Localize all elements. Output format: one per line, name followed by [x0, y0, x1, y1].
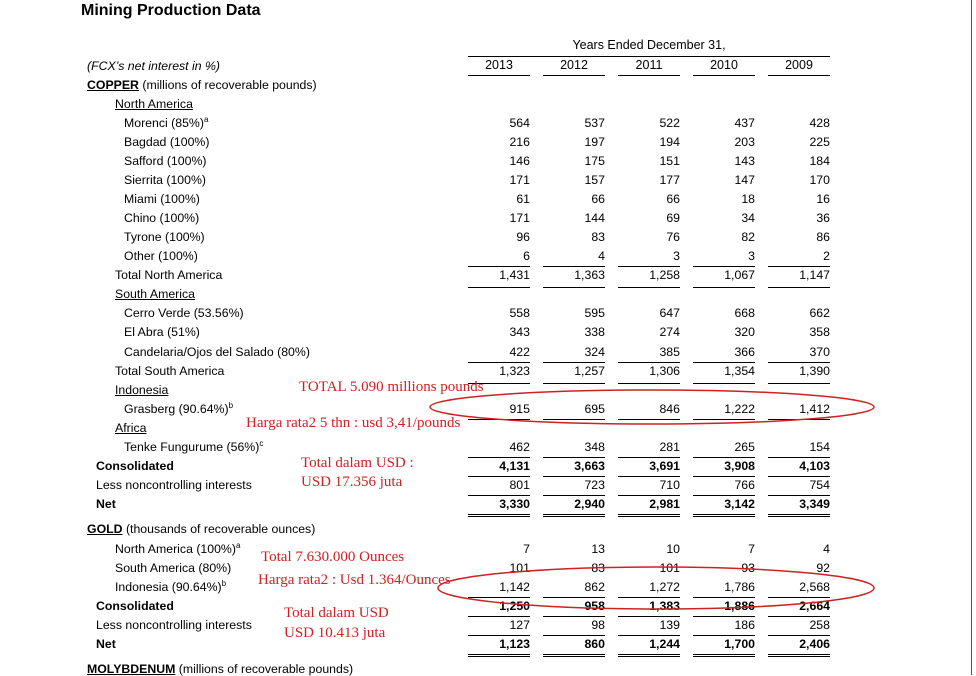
copper-value-cell: 915 — [509, 402, 530, 416]
copper-value-cell: 522 — [659, 116, 680, 130]
copper-total-note: TOTAL 5.090 millions pounds — [299, 379, 484, 395]
copper-price-note: Harga rata2 5 thn : usd 3,41/pounds — [246, 415, 461, 431]
copper-value-cell: 3 — [748, 249, 755, 263]
row-label-text: Total South America — [115, 364, 225, 378]
row-label-text: Cerro Verde (53.56%) — [124, 306, 244, 320]
copper-value-cell: 723 — [584, 478, 605, 492]
row-label-text: Miami (100%) — [124, 192, 200, 206]
row-label-text: Tyrone (100%) — [124, 230, 205, 244]
row-label-text: Safford (100%) — [124, 154, 207, 168]
gold-highlight-oval — [438, 567, 874, 609]
copper-value-cell: 2,981 — [649, 497, 680, 511]
gold-usd-note-2: USD 10.413 juta — [284, 625, 386, 641]
row-label-text: Indonesia (90.64%) — [115, 580, 222, 594]
copper-value-cell: 66 — [666, 192, 680, 206]
copper-value-cell: 358 — [809, 325, 830, 339]
gold-value-cell: 1,272 — [649, 580, 680, 594]
copper-value-cell: 61 — [516, 192, 530, 206]
copper-value-cell: 320 — [734, 325, 755, 339]
row-label-text: Consolidated — [96, 599, 174, 613]
copper-value-cell: 2 — [823, 249, 830, 263]
copper-value-cell: 16 — [816, 192, 830, 206]
row-label-text: Net — [96, 637, 116, 651]
gold-value-cell: 127 — [509, 618, 530, 632]
gold-value-cell: 92 — [816, 561, 830, 575]
copper-unit: (millions of recoverable pounds) — [138, 78, 317, 92]
copper-value-cell: 343 — [509, 325, 530, 339]
copper-value-cell: 2,940 — [574, 497, 605, 511]
gold-value-cell: 958 — [584, 599, 605, 613]
gold-value-cell: 186 — [734, 618, 755, 632]
copper-value-cell: 3,349 — [799, 497, 830, 511]
gold-price-note: Harga rata2 : Usd 1.364/Ounces — [258, 572, 451, 588]
copper-value-cell: 846 — [659, 402, 680, 416]
gold-total-note: Total 7.630.000 Ounces — [261, 549, 405, 565]
copper-value-cell: 147 — [734, 173, 755, 187]
copper-value-cell: 194 — [659, 135, 680, 149]
gold-value-cell: 93 — [741, 561, 755, 575]
gold-value-cell: 1,142 — [499, 580, 530, 594]
copper-value-cell: 18 — [741, 192, 755, 206]
copper-value-cell: 96 — [516, 230, 530, 244]
copper-value-cell: 437 — [734, 116, 755, 130]
copper-value-cell: 3,908 — [724, 459, 755, 473]
copper-value-cell: 1,306 — [649, 364, 680, 378]
row-label-text: El Abra (51%) — [124, 325, 200, 339]
gold-value-cell: 1,700 — [724, 637, 755, 651]
molybdenum-heading-text: MOLYBDENUM — [87, 662, 176, 676]
copper-value-cell: 348 — [584, 440, 605, 454]
gold-value-cell: 7 — [523, 542, 530, 556]
gold-value-cell: 101 — [509, 561, 530, 575]
copper-value-cell: 428 — [809, 116, 830, 130]
copper-value-cell: 4,131 — [499, 459, 530, 473]
gold-value-cell: 258 — [809, 618, 830, 632]
year-header-2011: 2011 — [635, 58, 663, 72]
copper-value-cell: 36 — [816, 211, 830, 225]
copper-value-cell: 86 — [816, 230, 830, 244]
row-label-text: Other (100%) — [124, 249, 198, 263]
indonesia-label: Indonesia — [115, 383, 169, 397]
copper-value-cell: 171 — [509, 173, 530, 187]
copper-value-cell: 1,363 — [574, 268, 605, 282]
copper-value-cell: 695 — [584, 402, 605, 416]
copper-value-cell: 754 — [809, 478, 830, 492]
gold-value-cell: 860 — [584, 637, 605, 651]
copper-value-cell: 3,663 — [574, 459, 605, 473]
copper-value-cell: 801 — [509, 478, 530, 492]
gold-value-cell: 13 — [591, 542, 605, 556]
copper-value-cell: 3,142 — [724, 497, 755, 511]
year-header-2012: 2012 — [560, 58, 588, 72]
copper-value-cell: 370 — [809, 345, 830, 359]
year-header-2009: 2009 — [785, 58, 813, 72]
gold-value-cell: 1,244 — [649, 637, 680, 651]
north-america-label: North America — [115, 97, 193, 111]
gold-value-cell: 98 — [591, 618, 605, 632]
row-label-text: South America (80%) — [115, 561, 232, 575]
row-label-text: North America (100%) — [115, 542, 236, 556]
row-label-text: Sierrita (100%) — [124, 173, 207, 187]
net-interest-label: (FCX’s net interest in %) — [87, 59, 221, 73]
copper-value-cell: 710 — [659, 478, 680, 492]
gold-value-cell: 2,664 — [799, 599, 830, 613]
row-label-text: Less noncontrolling interests — [96, 618, 252, 632]
copper-value-cell: 76 — [666, 230, 680, 244]
copper-value-cell: 385 — [659, 345, 680, 359]
gold-value-cell: 862 — [584, 580, 605, 594]
gold-value-cell: 1,786 — [724, 580, 755, 594]
copper-value-cell: 324 — [584, 345, 605, 359]
copper-value-cell: 1,257 — [574, 364, 605, 378]
molybdenum-unit: (millions of recoverable pounds) — [175, 662, 354, 676]
africa-label: Africa — [115, 421, 147, 435]
copper-value-cell: 647 — [659, 306, 680, 320]
gold-value-cell: 4 — [823, 542, 830, 556]
gold-value-cell: 1,886 — [724, 599, 755, 613]
gold-value-cell: 10 — [666, 542, 680, 556]
row-label-text: Consolidated — [96, 459, 174, 473]
copper-value-cell: 3 — [673, 249, 680, 263]
copper-value-cell: 1,147 — [799, 268, 830, 282]
row-label-text: Candelaria/Ojos del Salado (80%) — [124, 345, 310, 359]
copper-value-cell: 564 — [509, 116, 530, 130]
copper-value-cell: 184 — [809, 154, 830, 168]
copper-value-cell: 175 — [584, 154, 605, 168]
footnote-marker: a — [235, 541, 241, 550]
gold-value-cell: 2,406 — [799, 637, 830, 651]
copper-value-cell: 4,103 — [799, 459, 830, 473]
copper-value-cell: 66 — [591, 192, 605, 206]
copper-value-cell: 177 — [659, 173, 680, 187]
copper-value-cell: 69 — [666, 211, 680, 225]
copper-highlight-oval — [430, 390, 874, 424]
gold-value-cell: 7 — [748, 542, 755, 556]
gold-value-cell: 83 — [591, 561, 605, 575]
page-title: Mining Production Data — [81, 2, 261, 19]
copper-value-cell: 1,354 — [724, 364, 755, 378]
copper-value-cell: 422 — [509, 345, 530, 359]
copper-usd-note-2: USD 17.356 juta — [301, 474, 403, 490]
copper-value-cell: 151 — [659, 154, 680, 168]
gold-value-cell: 1,250 — [499, 599, 530, 613]
gold-unit: (thousands of recoverable ounces) — [122, 522, 316, 536]
copper-value-cell: 6 — [523, 249, 530, 263]
copper-value-cell: 171 — [509, 211, 530, 225]
copper-value-cell: 197 — [584, 135, 605, 149]
row-label-text: Total North America — [115, 268, 223, 282]
gold-value-cell: 1,383 — [649, 599, 680, 613]
south-america-label: South America — [115, 287, 195, 301]
footnote-marker: a — [203, 115, 209, 124]
copper-value-cell: 146 — [509, 154, 530, 168]
copper-value-cell: 170 — [809, 173, 830, 187]
copper-value-cell: 3,330 — [499, 497, 530, 511]
copper-value-cell: 462 — [509, 440, 530, 454]
row-label-text: Tenke Fungurume (56%) — [124, 440, 260, 454]
copper-value-cell: 1,431 — [499, 268, 530, 282]
copper-value-cell: 1,390 — [799, 364, 830, 378]
copper-value-cell: 157 — [584, 173, 605, 187]
copper-value-cell: 1,412 — [799, 402, 830, 416]
copper-value-cell: 558 — [509, 306, 530, 320]
gold-value-cell: 1,123 — [499, 637, 530, 651]
year-header-2010: 2010 — [710, 58, 738, 72]
year-header-2013: 2013 — [485, 58, 513, 72]
row-label-text: Bagdad (100%) — [124, 135, 210, 149]
copper-value-cell: 281 — [659, 440, 680, 454]
footnote-marker: c — [259, 439, 264, 448]
copper-value-cell: 595 — [584, 306, 605, 320]
gold-usd-note-1: Total dalam USD — [284, 605, 389, 621]
row-label-text: Net — [96, 497, 116, 511]
copper-value-cell: 83 — [591, 230, 605, 244]
copper-value-cell: 1,067 — [724, 268, 755, 282]
gold-value-cell: 2,568 — [799, 580, 830, 594]
copper-usd-note-1: Total dalam USD : — [301, 455, 414, 471]
copper-value-cell: 4 — [598, 249, 605, 263]
copper-value-cell: 154 — [809, 440, 830, 454]
footnote-marker: b — [228, 401, 234, 410]
copper-value-cell: 144 — [584, 211, 605, 225]
page-edge — [971, 0, 972, 675]
copper-value-cell: 366 — [734, 345, 755, 359]
gold-value-cell: 139 — [659, 618, 680, 632]
copper-value-cell: 668 — [734, 306, 755, 320]
copper-heading-text: COPPER — [87, 78, 139, 92]
copper-value-cell: 3,691 — [649, 459, 680, 473]
copper-value-cell: 216 — [509, 135, 530, 149]
copper-value-cell: 537 — [584, 116, 605, 130]
footnote-marker: b — [221, 579, 227, 588]
row-label-text: Morenci (85%) — [124, 116, 204, 130]
copper-value-cell: 82 — [741, 230, 755, 244]
years-header: Years Ended December 31, — [572, 38, 726, 52]
copper-value-cell: 1,323 — [499, 364, 530, 378]
copper-value-cell: 265 — [734, 440, 755, 454]
copper-value-cell: 338 — [584, 325, 605, 339]
gold-value-cell: 101 — [659, 561, 680, 575]
copper-value-cell: 1,222 — [724, 402, 755, 416]
copper-value-cell: 766 — [734, 478, 755, 492]
gold-heading-text: GOLD — [87, 522, 123, 536]
copper-value-cell: 225 — [809, 135, 830, 149]
row-label-text: Less noncontrolling interests — [96, 478, 252, 492]
row-label-text: Chino (100%) — [124, 211, 200, 225]
copper-value-cell: 203 — [734, 135, 755, 149]
copper-value-cell: 34 — [741, 211, 755, 225]
copper-value-cell: 143 — [734, 154, 755, 168]
copper-value-cell: 662 — [809, 306, 830, 320]
copper-value-cell: 274 — [659, 325, 680, 339]
row-label-text: Grasberg (90.64%) — [124, 402, 229, 416]
copper-value-cell: 1,258 — [649, 268, 680, 282]
